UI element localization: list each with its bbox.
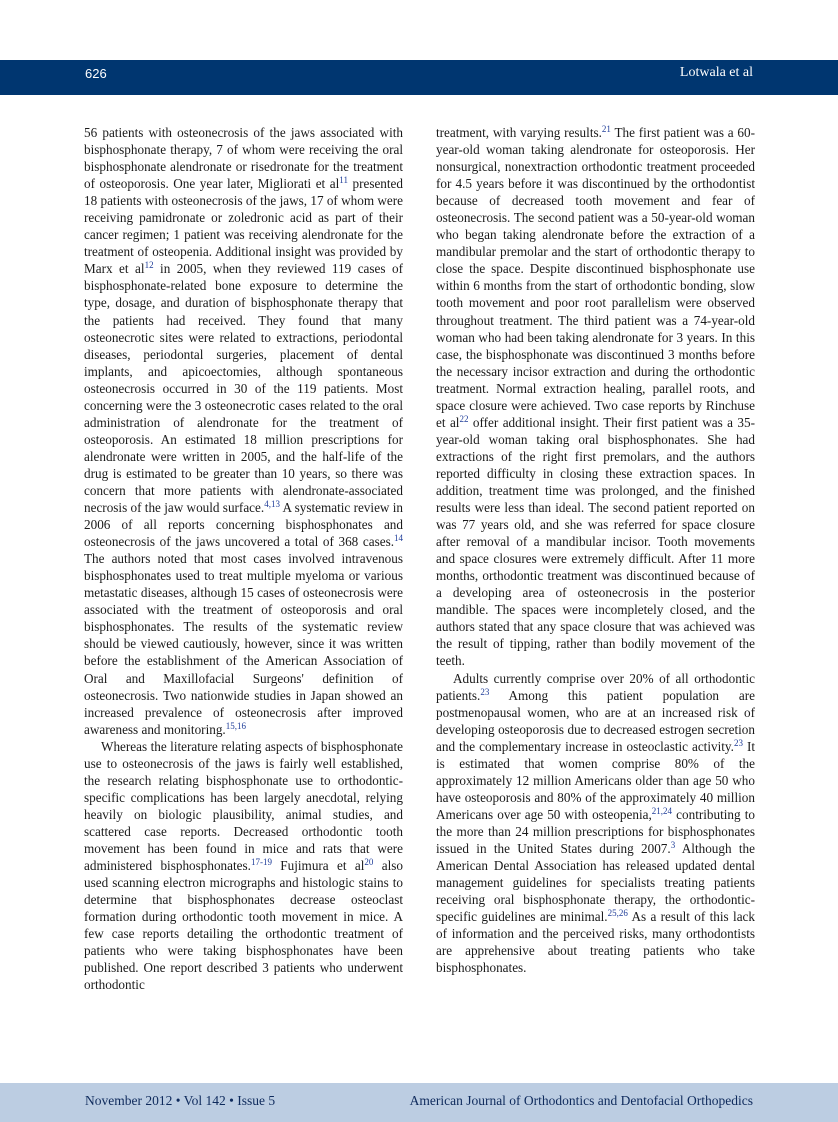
citation-link[interactable]: 4,13 — [264, 499, 280, 510]
paragraph — [84, 124, 403, 738]
running-header — [0, 60, 838, 95]
body-text: treatment, with varying results. — [436, 125, 602, 140]
body-text: also used scanning electron micrographs and histologic stains to determine that bisphosphonates decrease osteoclast formation during orthodontic tooth movement in mice. A few case reports detailing the orthodontic treatment of patients who were taking bisphosphonates have been published. One report described 3 patients who underwent orthodontic — [84, 858, 404, 993]
citation-link[interactable]: 17-19 — [250, 857, 272, 868]
citation-link[interactable]: 21 — [601, 124, 611, 134]
body-text: 56 patients with osteonecrosis of the jaws associated with bisphosphonate therapy, 7 of whom were receiving the oral bisphosphonate alendronate or risedronate for the treatment of osteoporosis. One year later, Migliorati et al — [84, 125, 403, 192]
citation-link[interactable]: 12 — [144, 260, 154, 271]
paragraph — [436, 670, 755, 977]
citation-link[interactable]: 14 — [394, 533, 403, 544]
body-text: Fujimura et al — [271, 858, 365, 874]
paragraph — [84, 738, 403, 994]
citation-link[interactable]: 15,16 — [225, 720, 246, 731]
citation-link[interactable]: 25,26 — [607, 908, 628, 919]
body-text: Among this patient population are postmenopausal women, who are at an increased risk of developing osteoporosis due to decreased estrogen secretion and the complementary increase in osteoclastic activity. — [436, 687, 755, 754]
citation-link[interactable]: 22 — [459, 413, 469, 424]
citation-link[interactable]: 3 — [670, 839, 676, 850]
body-text: A systematic review in 2006 of all reports concerning bisphosphonates and osteonecrosis of the jaws uncovered a total of 368 cases. — [84, 500, 404, 550]
body-text: offer additional insight. Their first patient was a 35-year-old woman taking oral bisphosphonates. She had extractions of the right first premolars, and the authors reported difficulty in closing these extraction spaces. In addition, treatment time was prolonged, and the finished results were less than ideal. The second patient reported on was 77 years old, and she was referred for space closure after removal of a mandibular incisor. Tooth movements and space closures were extremely difficult. After 11 more months, orthodontic treatment was discontinued because of a developing area of osteonecrosis in the posterior mandible. The spaces were incompletely closed, and the authors stated that any space closure that was achieved was the result of tipping, rather than bodily movement of the teeth. — [436, 414, 755, 669]
body-text: presented 18 patients with osteonecrosis of the jaws, 17 of whom were receiving pamidronate or zoledronic acid as part of their cancer regimen; 1 patient was receiving alendronate for the treatment of osteopenia. Additional insight was provided by Marx et al — [84, 176, 404, 277]
issue-info: November 2012 • Vol 142 • Issue 5 — [85, 1093, 276, 1108]
body-text: contributing to the more than 24 million prescriptions for bisphosphonates issued in the United States during 2007. — [436, 806, 755, 856]
body-text: in 2005, when they reviewed 119 cases of bisphosphonate-related bone exposure to determine the type, dosage, and duration of bisphosphonate therapy that the patients had received. They found that many osteonecrotic sites were related to extractions, periodontal diseases, periodontal surgeries, placement of dental implants, and apicoectomies, although spontaneous osteonecrosis occurred in 30 of the 119 patients. Most concerning were the 3 osteonecrotic cases related to the oral administration of alendronate for the treatment of osteoporosis. An estimated 18 million prescriptions for alendronate were written in 2005, and the half-life of the drug is estimated to be greater than 10 years, so there was concern that more patients with alendronate-associated necrosis of the jaw would surface. — [84, 261, 403, 516]
body-text: The first patient was a 60-year-old woman taking alendronate for osteoporosis. Her nonsurgical, nonextraction orthodontic treatment proceeded for 4.5 years before it was discontinued by the orthodontist because of decreased tooth movement and fear of osteonecrosis. The second patient was a 50-year-old woman who began taking alendronate before the extraction of a mandibular premolar and the start of orthodontic therapy to close the space. Despite discontinued bisphosphonate use within 6 months from the start of orthodontic bonding, slow tooth movement and poor root parallelism were observed throughout treatment. The third patient was a 74-year-old woman who had been taking alendronate for 3 years. In this case, the bisphosphonate was discontinued 3 months before the necessary incisor extraction and during the orthodontic treatment. Normal extraction healing, parallel roots, and space closure were achieved. Two case reports by Rinchuse et al — [436, 125, 755, 430]
right-column — [436, 124, 755, 976]
running-footer — [0, 1083, 838, 1122]
body-text: Whereas the literature relating aspects of bisphosphonate use to osteonecrosis of the jaws is fairly well established, the research relating bisphosphonate use to orthodontic-specific complications has been largely anecdotal, relying heavily on biologic plausibility, animal studies, and scattered case reports. Decreased orthodontic tooth movement has been found in mice and rats that were administered bisphosphonates. — [84, 738, 403, 874]
paragraph — [436, 124, 755, 670]
page-number: 626 — [85, 66, 107, 81]
citation-link[interactable]: 23 — [480, 686, 490, 697]
citation-link[interactable]: 23 — [733, 737, 743, 748]
citation-link[interactable]: 20 — [364, 857, 374, 868]
body-text: Adults currently comprise over 20% of all orthodontic patients. — [436, 670, 755, 703]
running-author: Lotwala et al — [679, 65, 753, 80]
body-text: The authors noted that most cases involved intravenous bisphosphonates used to treat multiple myeloma or various metastatic diseases, although 15 cases of osteonecrosis were associated with the treatment of osteoporosis and oral bisphosphonates. The results of the systematic review should be viewed cautiously, however, since it was written before the establishment of the American Association of Oral and Maxillofacial Surgeons' definition of osteonecrosis. Two nationwide studies in Japan showed an increased prevalence of osteonecrosis after improved awareness and monitoring. — [84, 551, 403, 737]
left-column — [84, 124, 403, 993]
citation-link[interactable]: 11 — [339, 175, 348, 186]
citation-link[interactable]: 21,24 — [651, 805, 673, 816]
body-text: As a result of this lack of information and the perceived risks, many orthodontists are apprehensive about treating patients who take bisphosphonates. — [436, 909, 755, 976]
journal-name: American Journal of Orthodontics and Dentofacial Orthopedics — [409, 1093, 753, 1108]
body-text: Although the American Dental Association has released updated dental management guidelines for specialists treating patients receiving oral bisphosphonate therapy, the orthodontic-specific guidelines are minimal. — [436, 840, 756, 925]
body-text: It is estimated that women comprise 80% of the approximately 12 million Americans older than age 50 who have osteoporosis and 80% of the approximately 40 million Americans over age 50 with osteopenia, — [436, 738, 755, 822]
